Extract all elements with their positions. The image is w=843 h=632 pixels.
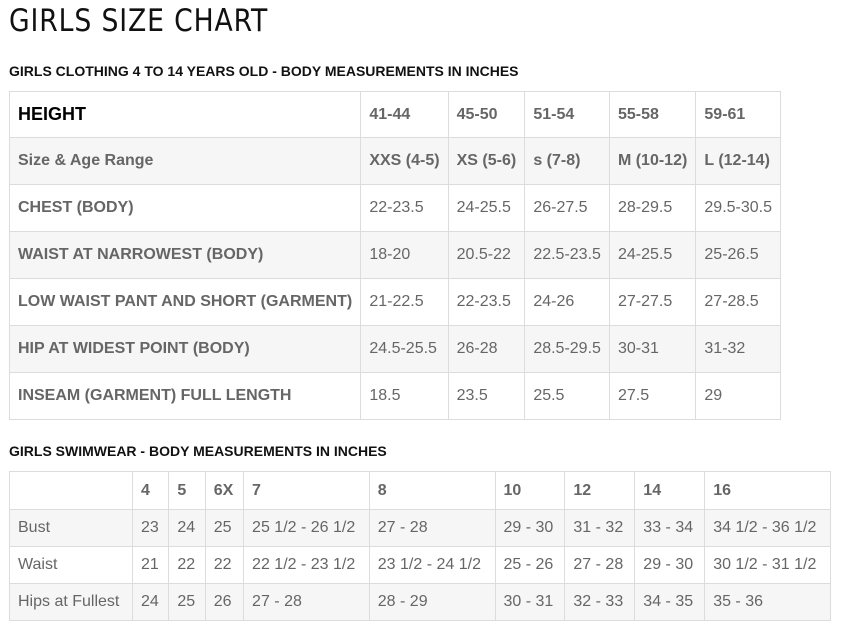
- row-label: HEIGHT: [10, 92, 361, 138]
- table-cell: 24-25.5: [609, 232, 695, 279]
- table-cell: 21: [133, 547, 169, 584]
- table-cell: 25 1/2 - 26 1/2: [244, 510, 370, 547]
- table-cell: 25-26.5: [696, 232, 781, 279]
- table-cell: 34 - 35: [635, 584, 705, 621]
- table-cell: 29 - 30: [635, 547, 705, 584]
- row-label: Bust: [10, 510, 133, 547]
- table-row-size-age: [10, 138, 781, 185]
- row-label: LOW WAIST PANT AND SHORT (GARMENT): [10, 279, 361, 326]
- table-cell: 24.5-25.5: [361, 326, 448, 373]
- table-cell: 59-61: [696, 92, 781, 138]
- table-cell: 28.5-29.5: [525, 326, 610, 373]
- table-cell: 23 1/2 - 24 1/2: [369, 547, 495, 584]
- table-cell: 22: [169, 547, 205, 584]
- table-cell: M (10-12): [609, 138, 695, 185]
- table-row-height: [10, 92, 781, 138]
- swimwear-section-heading: GIRLS SWIMWEAR - BODY MEASUREMENTS IN INCHES: [9, 443, 387, 459]
- column-header: 10: [495, 472, 565, 510]
- table-row-hip: [10, 326, 781, 373]
- table-cell: XXS (4-5): [361, 138, 448, 185]
- column-header: 6X: [205, 472, 243, 510]
- table-cell: 26: [205, 584, 243, 621]
- table-cell: 29: [696, 373, 781, 420]
- table-cell: 22.5-23.5: [525, 232, 610, 279]
- table-row-chest: [10, 185, 781, 232]
- table-cell: 20.5-22: [448, 232, 525, 279]
- table-cell: 30 1/2 - 31 1/2: [705, 547, 831, 584]
- column-header: 8: [369, 472, 495, 510]
- column-header: 5: [169, 472, 205, 510]
- table-cell: 31 - 32: [565, 510, 635, 547]
- column-header: 12: [565, 472, 635, 510]
- table-cell: 27 - 28: [244, 584, 370, 621]
- table-cell: 26-27.5: [525, 185, 610, 232]
- table-cell: 26-28: [448, 326, 525, 373]
- table-cell: 18-20: [361, 232, 448, 279]
- row-label: Size & Age Range: [10, 138, 361, 185]
- table-cell: 25 - 26: [495, 547, 565, 584]
- table-cell: 24: [133, 584, 169, 621]
- table-cell: 30-31: [609, 326, 695, 373]
- table-cell: 24: [169, 510, 205, 547]
- table-cell: 23.5: [448, 373, 525, 420]
- swimwear-size-table: [9, 471, 831, 621]
- table-cell: 22: [205, 547, 243, 584]
- column-header: 16: [705, 472, 831, 510]
- row-label: Hips at Fullest: [10, 584, 133, 621]
- table-cell: 23: [133, 510, 169, 547]
- table-cell: 22-23.5: [361, 185, 448, 232]
- table-cell: 41-44: [361, 92, 448, 138]
- table-row-bust: [10, 510, 831, 547]
- table-row-waist: [10, 232, 781, 279]
- table-cell: XS (5-6): [448, 138, 525, 185]
- table-cell: 27-27.5: [609, 279, 695, 326]
- table-cell: L (12-14): [696, 138, 781, 185]
- table-cell: 27 - 28: [565, 547, 635, 584]
- table-cell: 24-26: [525, 279, 610, 326]
- row-label: CHEST (BODY): [10, 185, 361, 232]
- row-label: INSEAM (GARMENT) FULL LENGTH: [10, 373, 361, 420]
- clothing-section-heading: GIRLS CLOTHING 4 TO 14 YEARS OLD - BODY MEASUREMENTS IN INCHES: [9, 63, 519, 79]
- table-row-hips: [10, 584, 831, 621]
- table-row-inseam: [10, 373, 781, 420]
- table-cell: 28 - 29: [369, 584, 495, 621]
- table-cell: 27.5: [609, 373, 695, 420]
- clothing-size-table: [9, 91, 781, 420]
- table-cell: 22 1/2 - 23 1/2: [244, 547, 370, 584]
- table-cell: 24-25.5: [448, 185, 525, 232]
- table-header-row: [10, 472, 831, 510]
- row-label: Waist: [10, 547, 133, 584]
- table-cell: 28-29.5: [609, 185, 695, 232]
- table-cell: 34 1/2 - 36 1/2: [705, 510, 831, 547]
- table-cell: 25: [169, 584, 205, 621]
- table-cell: 35 - 36: [705, 584, 831, 621]
- page-title: GIRLS SIZE CHART: [9, 3, 269, 39]
- table-cell: 21-22.5: [361, 279, 448, 326]
- column-header: 4: [133, 472, 169, 510]
- column-header: [10, 472, 133, 510]
- table-cell: 30 - 31: [495, 584, 565, 621]
- table-cell: 25: [205, 510, 243, 547]
- table-cell: 22-23.5: [448, 279, 525, 326]
- table-cell: 29 - 30: [495, 510, 565, 547]
- table-row-waist: [10, 547, 831, 584]
- column-header: 14: [635, 472, 705, 510]
- table-row-low-waist: [10, 279, 781, 326]
- table-cell: 45-50: [448, 92, 525, 138]
- column-header: 7: [244, 472, 370, 510]
- row-label: WAIST AT NARROWEST (BODY): [10, 232, 361, 279]
- table-cell: 18.5: [361, 373, 448, 420]
- row-label: HIP AT WIDEST POINT (BODY): [10, 326, 361, 373]
- table-cell: 32 - 33: [565, 584, 635, 621]
- table-cell: 27 - 28: [369, 510, 495, 547]
- table-cell: 55-58: [609, 92, 695, 138]
- table-cell: 31-32: [696, 326, 781, 373]
- table-cell: 25.5: [525, 373, 610, 420]
- table-cell: 51-54: [525, 92, 610, 138]
- table-cell: 33 - 34: [635, 510, 705, 547]
- table-cell: 29.5-30.5: [696, 185, 781, 232]
- table-cell: 27-28.5: [696, 279, 781, 326]
- table-cell: s (7-8): [525, 138, 610, 185]
